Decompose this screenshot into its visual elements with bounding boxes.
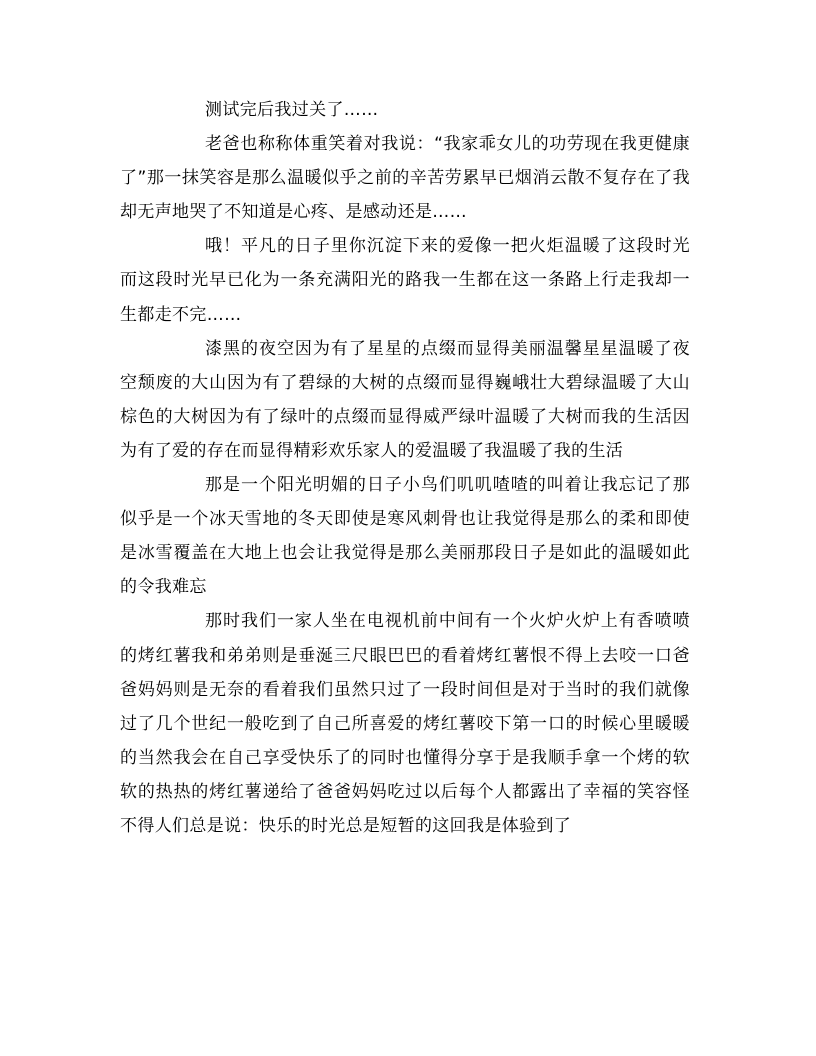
document-body xyxy=(120,93,690,843)
paragraph-1: 测试完后我过关了…… xyxy=(205,100,379,120)
paragraph-5: 那是一个阳光明媚的日子小鸟们叽叽喳喳的叫着让我忘记了那似乎是一个冰天雪地的冬天即使是寒风刺骨也让我觉得是那么的柔和即使是冰雪覆盖在大地上也会让我觉得是那么美丽那段日子是如此的温暖如此的令我难忘 xyxy=(120,475,690,598)
paragraph-2: 老爸也称称体重笑着对我说：“我家乖女儿的功劳现在我更健康了”那一抹笑容是那么温暖似乎之前的辛苦劳累早已烟消云散不复存在了我却无声地哭了不知道是心疼、是感动还是…… xyxy=(120,134,690,223)
paragraph-4: 漆黑的夜空因为有了星星的点缀而显得美丽温馨星星温暖了夜空颓废的大山因为有了碧绿的大树的点缀而显得巍峨壮大碧绿温暖了大山棕色的大树因为有了绿叶的点缀而显得威严绿叶温暖了大树而我的生活因为有了爱的存在而显得精彩欢乐家人的爱温暖了我温暖了我的生活 xyxy=(120,338,690,461)
paragraph-3: 哦！平凡的日子里你沉淀下来的爱像一把火炬温暖了这段时光而这段时光早已化为一条充满阳光的路我一生都在这一条路上行走我却一生都走不完…… xyxy=(120,236,690,325)
paragraph-6: 那时我们一家人坐在电视机前中间有一个火炉火炉上有香喷喷的烤红薯我和弟弟则是垂涎三尺眼巴巴的看着烤红薯恨不得上去咬一口爸爸妈妈则是无奈的看着我们虽然只过了一段时间但是对于当时的我们就像过了几个世纪一般吃到了自己所喜爱的烤红薯咬下第一口的时候心里暖暖的当然我会在自己享受快乐了的同时也懂得分享于是我顺手拿一个烤的软软的热热的烤红薯递给了爸爸妈妈吃过以后每个人都露出了幸福的笑容怪不得人们总是说：快乐的时光总是短暂的这回我是体验到了 xyxy=(120,611,690,836)
